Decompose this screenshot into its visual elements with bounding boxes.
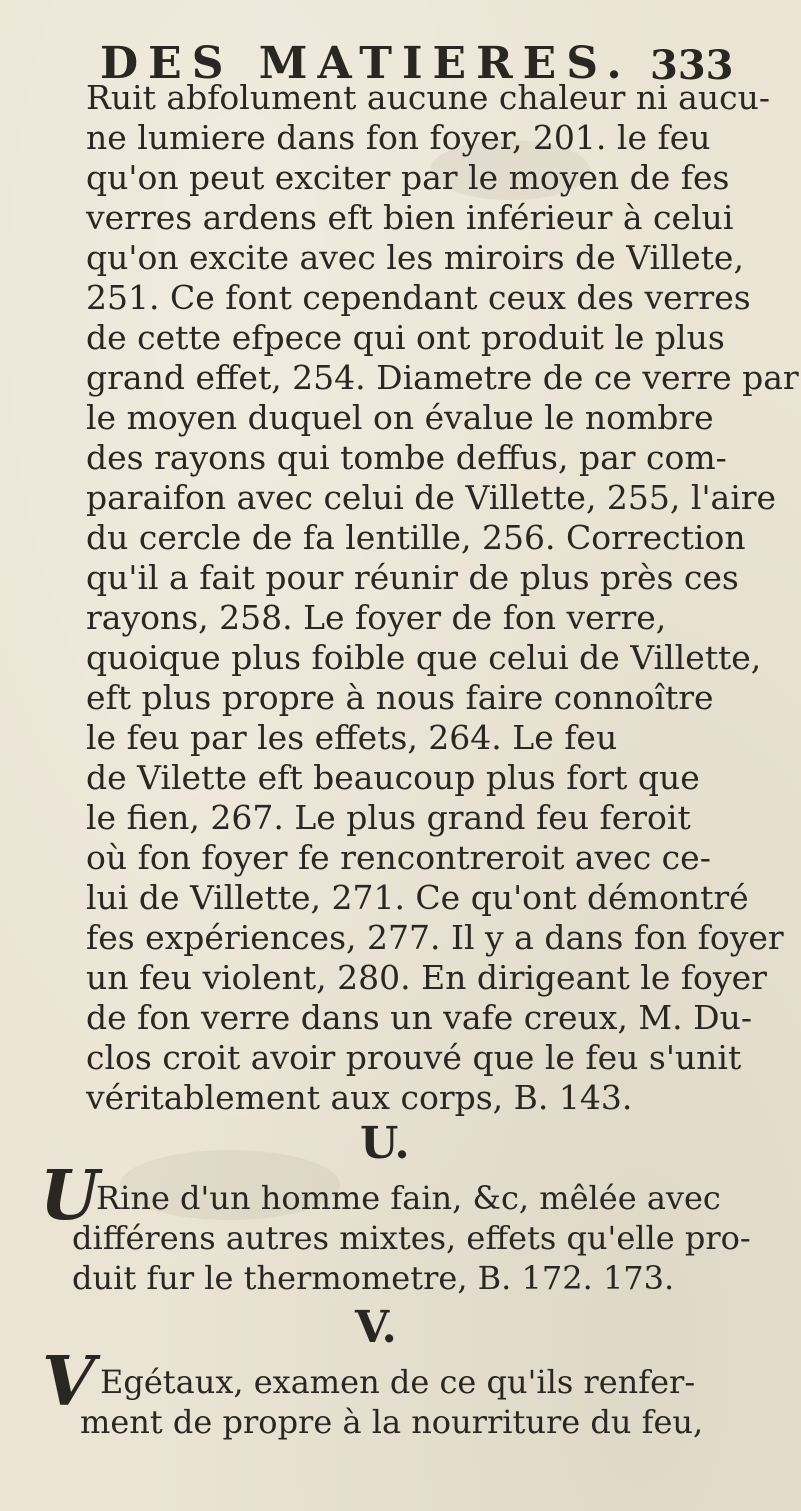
text-line: grand effet, 254. Diametre de ce verre par (86, 358, 799, 397)
text-line: 251. Ce font cependant ceux des verres (86, 278, 751, 317)
text-line: ment de propre à la nourriture du feu, (80, 1403, 704, 1441)
text-line: rayons, 258. Le foyer de fon verre, (86, 598, 667, 637)
page-number: 333 (650, 42, 734, 89)
text-line: où fon foyer fe rencontreroit avec ce- (86, 838, 711, 877)
text-line: le fien, 267. Le plus grand feu feroit (86, 798, 691, 837)
text-line: Rine d'un homme fain, &c, mêlée avec (96, 1179, 721, 1217)
text-line: quoique plus foible que celui de Villette, (86, 638, 762, 677)
text-line: paraifon avec celui de Villette, 255, l'aire (86, 478, 777, 517)
running-head: DES MATIERES. (100, 38, 632, 89)
text-line: Egétaux, examen de ce qu'ils renfer- (100, 1363, 696, 1401)
text-line: qu'on peut exciter par le moyen de fes (86, 158, 730, 197)
text-line: de Vilette eft beaucoup plus fort que (86, 758, 700, 797)
text-line: verres ardens eft bien inférieur à celui (86, 198, 734, 237)
text-line: ne lumiere dans fon foyer, 201. le feu (86, 118, 711, 157)
text-line: le moyen duquel on évalue le nombre (86, 398, 714, 437)
text-line: de fon verre dans un vafe creux, M. Du- (86, 998, 752, 1037)
section-heading-v: V. (355, 1302, 397, 1353)
text-line: qu'on excite avec les miroirs de Villete, (86, 238, 744, 277)
dropcap-v: V (42, 1342, 95, 1422)
text-line: des rayons qui tombe deffus, par com- (86, 438, 727, 477)
text-line: eft plus propre à nous faire connoître (86, 678, 714, 717)
text-line: de cette efpece qui ont produit le plus (86, 318, 725, 357)
text-line: qu'il a fait pour réunir de plus près ces (86, 558, 739, 597)
text-line: fes expériences, 277. Il y a dans fon foyer (86, 918, 784, 957)
dropcap-u: U (40, 1156, 100, 1236)
text-line: le feu par les effets, 264. Le feu (86, 718, 618, 757)
text-line: lui de Villette, 271. Ce qu'ont démontré (86, 878, 749, 917)
text-line: un feu violent, 280. En dirigeant le foyer (86, 958, 767, 997)
text-line: du cercle de fa lentille, 256. Correction (86, 518, 746, 557)
text-line: véritablement aux corps, B. 143. (86, 1078, 633, 1117)
section-heading-u: U. (360, 1118, 410, 1169)
text-line: Ruit abfolument aucune chaleur ni aucu- (86, 78, 770, 117)
text-line: duit fur le thermometre, B. 172. 173. (72, 1259, 675, 1297)
text-line: clos croit avoir prouvé que le feu s'unit (86, 1038, 742, 1077)
text-line: différens autres mixtes, effets qu'elle pro- (72, 1219, 751, 1257)
